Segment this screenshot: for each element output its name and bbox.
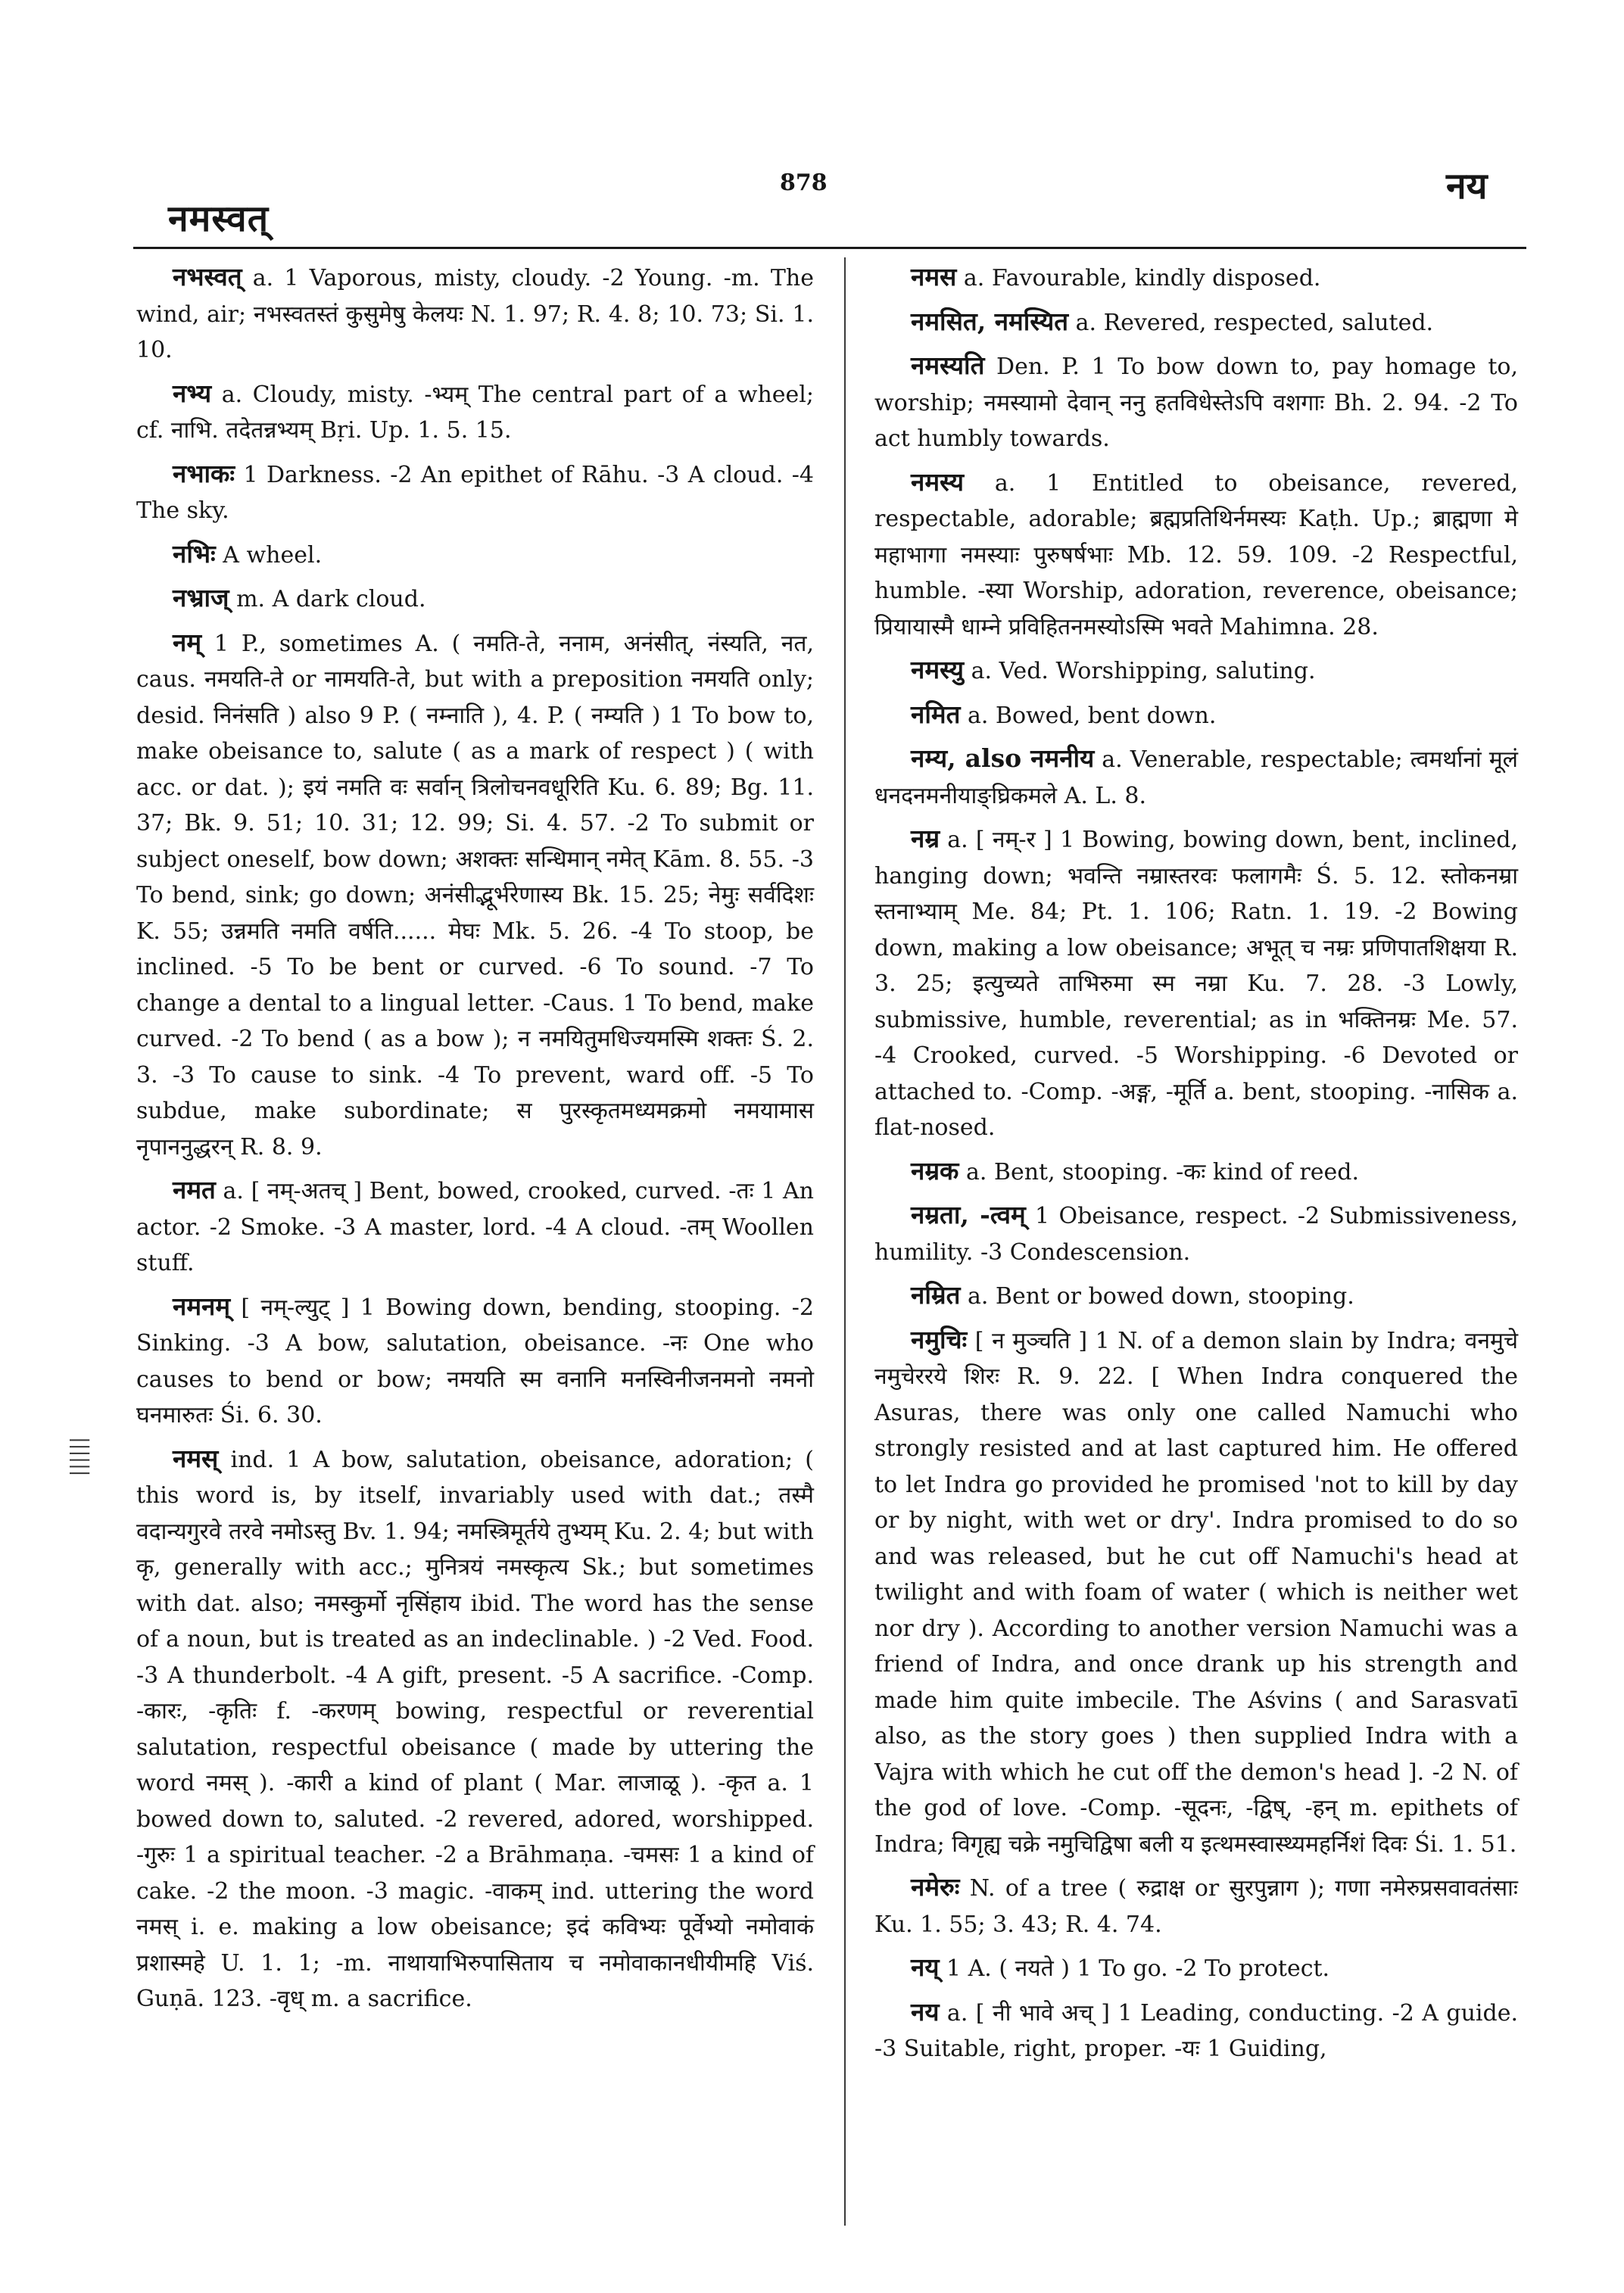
entry-definition: a. 1 Vaporous, misty, cloudy. -2 Young. -m. The wind, air; नभस्वतस्तं कुसुमेषु केलयः N. 1. 97; R. 4. 8; 10. 73; Si. 1. 10.	[136, 265, 814, 363]
dictionary-entry	[136, 259, 814, 369]
entry-headword: नमस्यति	[911, 350, 985, 380]
entry-headword: नमेरुः	[911, 1872, 960, 1902]
dictionary-entry	[874, 696, 1518, 734]
entry-definition: a. Favourable, kindly disposed.	[956, 265, 1321, 291]
entry-headword: नय्	[911, 1952, 940, 1982]
margin-mark: ||||||	[69, 1437, 92, 1477]
dictionary-entry	[874, 1277, 1518, 1315]
entry-definition: a. Venerable, respectable; त्वमर्थानां मूलं धनदनमनीयाङ्घ्रिकमले A. L. 8.	[874, 746, 1518, 809]
entry-headword: नमस	[911, 262, 957, 291]
entry-headword: नमसित, नमस्यित	[911, 306, 1069, 336]
entry-definition: [ न मुञ्चति ] 1 N. of a demon slain by Indra; वनमुचे नमुचेररये शिरः R. 9. 22. [ When Indra conquered the Asuras, there was only one called Namuchi who strongly resisted and at last captured him. He offered to let Indra go provided he promised 'not to kill by day or by night, with wet or dry'. Indra promised to do so and was released, but he cut off Namuchi's head at twilight and with foam of water ( which is neither wet nor dry ). According to another version Namuchi was a friend of Indra, and once drank up his strength and made him quite imbecile. The Aśvins ( and Sarasvatī also, as the story goes ) then supplied Indra with a Vajra with which he cut off the demon's head ]. -2 N. of the god of love. -Comp. -सूदनः, -द्विष्, -हन् m. epithets of Indra; विगृह्य चक्रे नमुचिद्विषा बली य इत्थमस्वास्थ्यमहर्निशं दिवः Śi. 1. 51.	[874, 1327, 1518, 1858]
entry-headword: नभिः	[173, 538, 216, 569]
entry-definition: a. Cloudy, misty. -भ्यम् The central part of a wheel; cf. नाभि. तदेतन्नभ्यम् Bṛi. Up. 1. 5. 15.	[136, 381, 814, 444]
dictionary-entry	[874, 304, 1518, 341]
entry-headword: नमुचिः	[911, 1324, 968, 1354]
entry-headword: नमनम्	[173, 1291, 231, 1321]
entry-definition: a. Ved. Worshipping, saluting.	[964, 658, 1316, 684]
entry-headword: नम्रता, -त्वम्	[911, 1200, 1026, 1229]
entry-headword: नय	[911, 1996, 940, 2027]
entry-definition: 1 P., sometimes A. ( नमति-ते, ननाम, अनंसीत्, नंस्यति, नत, caus. नमयति-ते or नामयति-ते, but with a preposition नमयति only; desid. निनंसति ) also 9 P. ( नम्नाति ), 4. P. ( नम्यति ) 1 To bow to, make obeisance to, salute ( as a mark of respect ) ( with acc. or dat. ); इयं नमति वः सर्वान् त्रिलोचनवधूरिति Ku. 6. 89; Bg. 11. 37; Bk. 9. 51; 10. 31; 12. 99; Si. 4. 57. -2 To submit or subject oneself, bow down; अशक्तः सन्धिमान् नमेत् Kām. 8. 55. -3 To bend, sink; go down; अनंसीद्भूर्भरेणास्य Bk. 15. 25; नेमुः सर्वदिशः K. 55; उन्नमति नमति वर्षति...... मेघः Mk. 5. 26. -4 To stoop, be inclined. -5 To be bent or curved. -6 To sound. -7 To change a dental to a lingual letter. -Caus. 1 To bend, make curved. -2 To bend ( as a bow ); न नमयितुमधिज्यमस्मि शक्तः Ś. 2. 3. -3 To cause to sink. -4 To prevent, ward off. -5 To subdue, make subordinate; स पुरस्कृतमध्यमक्रमो नमयामास नृपाननुद्धरन् R. 8. 9.	[136, 630, 814, 1161]
entry-headword: नभ्राज्	[173, 583, 229, 612]
dictionary-entry	[874, 1994, 1518, 2067]
entry-definition: A wheel.	[215, 541, 323, 569]
dictionary-entry	[136, 1288, 814, 1434]
dictionary-entry	[874, 1197, 1518, 1270]
entry-headword: नभस्वत्	[173, 262, 242, 291]
dictionary-entry	[874, 652, 1518, 690]
dictionary-entry	[136, 375, 814, 449]
dictionary-entry	[874, 821, 1518, 1146]
dictionary-entry	[874, 1322, 1518, 1863]
entry-definition: a. [ नी भावे अच् ] 1 Leading, conducting. -2 A guide. -3 Suitable, right, proper. -यः 1 Guiding,	[874, 1999, 1518, 2062]
dictionary-entry	[874, 740, 1518, 814]
entry-definition: a. 1 Entitled to obeisance, revered, respectable, adorable; ब्रह्मप्रतिथिर्नमस्यः Kaṭh. Up.; ब्राह्मणा मे महाभागा नमस्याः पुरुषर्षभाः Mb. 12. 59. 109. -2 Respectful, humble. -स्या Worship, adoration, reverence, obeisance; प्रियायास्मै धाम्ने प्रविहितनमस्योऽस्मि भवते Mahimna. 28.	[874, 469, 1518, 640]
entry-headword: नमस्	[173, 1443, 219, 1473]
entry-headword: नमित	[911, 699, 961, 729]
left-column	[136, 259, 814, 2024]
header-rule	[133, 247, 1526, 249]
dictionary-entry	[136, 1441, 814, 2017]
entry-headword: नभाकः	[173, 458, 235, 488]
entry-definition: ind. 1 A bow, salutation, obeisance, adoration; ( this word is, by itself, invariably used with dat.; तस्मै वदान्यगुरवे तरवे नमोऽस्तु Bv. 1. 94; नमस्त्रिमूर्तये तुभ्यम् Ku. 2. 4; but with कृ, generally with acc.; मुनित्रयं नमस्कृत्य Sk.; but sometimes with dat. also; नमस्कुर्मो नृसिंहाय ibid. The word has the sense of a noun, but is treated as an indeclinable. ) -2 Ved. Food. -3 A thunderbolt. -4 A gift, present. -5 A sacrifice. -Comp. -कारः, -कृतिः f. -करणम् bowing, respectful or reverential salutation, respectful obeisance ( made by uttering the word नमस् ). -कारी a kind of plant ( Mar. लाजाळू ). -कृत a. 1 bowed down to, saluted. -2 revered, adored, worshipped. -गुरुः 1 a spiritual teacher. -2 a Brāhmaṇa. -चमसः 1 a kind of cake. -2 the moon. -3 magic. -वाकम् ind. uttering the word नमस् i. e. making a low obeisance; इदं कविभ्यः पूर्वेभ्यो नमोवाकं प्रशास्महे U. 1. 1; -m. नाथायाभिरुपासिताय च नमोवाकानधीयीमहि Viś. Guṇā. 123. -वृध् m. a sacrifice.	[136, 1446, 814, 2012]
entry-definition: N. of a tree ( रुद्राक्ष or सुरपुन्नाग ); गणा नमेरुप्रसवावतंसाः Ku. 1. 55; 3. 43; R. 4. 74.	[874, 1875, 1518, 1938]
entry-definition: a. [ नम्-र ] 1 Bowing, bowing down, bent, inclined, hanging down; भवन्ति नम्रास्तरवः फलागमैः Ś. 5. 12. स्तोकनम्रा स्तनाभ्याम् Me. 84; Pt. 1. 106; Ratn. 1. 19. -2 Bowing down, making a low obeisance; अभूत् च नम्रः प्रणिपातशिक्षया R. 3. 25; इत्युच्यते ताभिरुमा स्म नम्रा Ku. 7. 28. -3 Lowly, submissive, humble, reverential; as in भक्तिनम्रः Me. 57. -4 Crooked, curved. -5 Worshipping. -6 Devoted or attached to. -Comp. -अङ्ग, -मूर्ति a. bent, stooping. -नासिक a. flat-nosed.	[874, 827, 1518, 1141]
entry-headword: नम्रित	[911, 1280, 961, 1310]
column-divider	[844, 257, 846, 2226]
dictionary-entry	[136, 1172, 814, 1282]
entry-definition: [ नम्-ल्युट् ] 1 Bowing down, bending, stooping. -2 Sinking. -3 A bow, salutation, obeisance. -नः One who causes to bend or bow; नमयति स्म वनानि मनस्विनीजनमनो नमनो घनमारुतः Śi. 6. 30.	[136, 1294, 814, 1428]
entry-headword: नमत	[173, 1175, 216, 1204]
dictionary-entry	[874, 1949, 1518, 1987]
right-running-headword: नय	[1446, 165, 1488, 207]
entry-headword: नमस्य	[911, 466, 965, 497]
entry-definition: 1 Obeisance, respect. -2 Submissiveness, humility. -3 Condescension.	[874, 1203, 1518, 1266]
entry-headword: नम्रक	[911, 1155, 959, 1185]
entry-definition: a. Bent, stooping. -कः kind of reed.	[959, 1158, 1360, 1185]
entry-headword: नम्य, also नमनीय	[911, 743, 1095, 773]
dictionary-entry	[136, 536, 814, 574]
dictionary-entry	[136, 625, 814, 1166]
entry-definition: 1 Darkness. -2 An epithet of Rāhu. -3 A cloud. -4 The sky.	[136, 461, 814, 524]
entry-headword: नम्	[173, 627, 202, 657]
entry-headword: नम्र	[911, 824, 940, 853]
dictionary-entry	[874, 1153, 1518, 1191]
left-running-headword: नमस्वत्	[168, 198, 270, 240]
entry-definition: m. A dark cloud.	[229, 586, 426, 612]
entry-definition: a. [ नम्-अतच् ] Bent, bowed, crooked, curved. -तः 1 An actor. -2 Smoke. -3 A master, lord. -4 A cloud. -तम् Woollen stuff.	[136, 1178, 814, 1276]
dictionary-entry	[874, 1869, 1518, 1943]
dictionary-entry	[874, 259, 1518, 297]
right-column	[874, 259, 1518, 2074]
dictionary-entry	[136, 580, 814, 618]
entry-definition: a. Revered, respected, saluted.	[1068, 309, 1434, 336]
entry-definition: a. Bowed, bent down.	[960, 702, 1217, 729]
entry-headword: नभ्य	[173, 378, 212, 408]
entry-definition: 1 A. ( नयते ) 1 To go. -2 To protect.	[939, 1955, 1330, 1982]
dictionary-entry	[136, 456, 814, 529]
dictionary-entry	[874, 464, 1518, 646]
page-number: 878	[780, 170, 828, 196]
entry-definition: a. Bent or bowed down, stooping.	[960, 1283, 1354, 1310]
entry-headword: नमस्यु	[911, 655, 965, 684]
dictionary-entry	[874, 347, 1518, 457]
entry-definition: Den. P. 1 To bow down to, pay homage to, worship; नमस्यामो देवान् ननु हतविधेस्तेऽपि वशगाः Bh. 2. 94. -2 To act humbly towards.	[874, 354, 1518, 452]
